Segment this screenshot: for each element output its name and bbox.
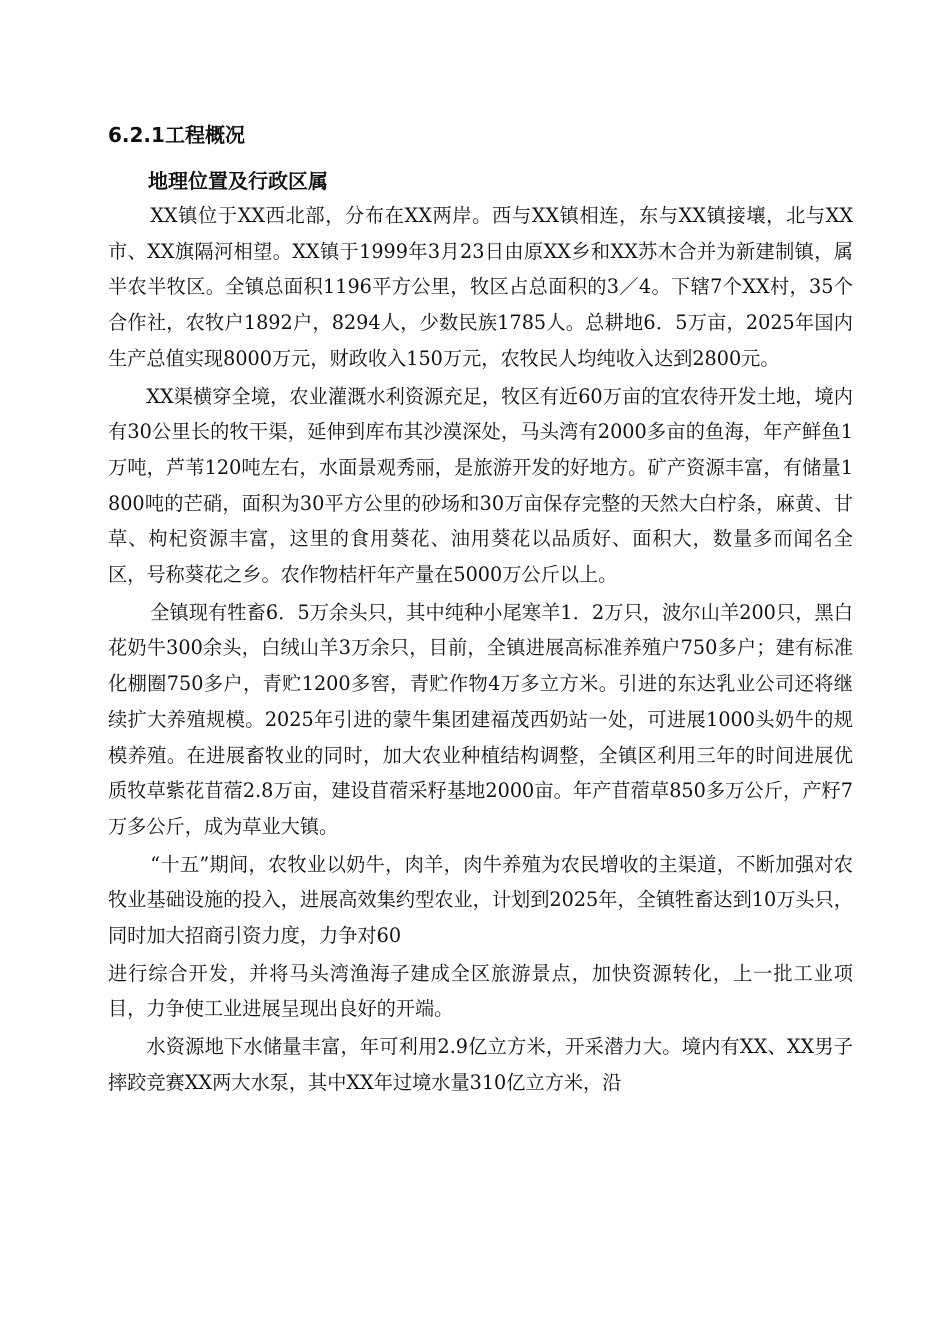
paragraph-development: 进行综合开发，并将马头湾渔海子建成全区旅游景点，加快资源转化，上一批工业项目，力争使工业进展呈现出良好的开端。 <box>108 961 853 1021</box>
paragraph-water-resources: 水资源地下水储量丰富，年可利用2.9亿立方米，开采潜力大。境内有XX、XX男子摔跤竞赛XX两大水泵，其中XX年过境水量310亿立方米，沿 <box>108 1035 853 1094</box>
paragraph-resources: XX渠横穿全境，农业灌溉水利资源充足，牧区有近60万亩的宜农待开发土地，境内有30公里长的牧干渠，延伸到库布其沙漠深处，马头湾有2000多亩的鱼海，年产鲜鱼1万吨，芦苇120吨左右，水面景观秀丽，是旅游开发的好地方。矿产资源丰富，有储量1800吨的芒硝，面积为30平方公里的砂场和30万亩保存完整的天然大白柠条，麻黄、甘草、枸杞资源丰富，这里的食用葵花、油用葵花以品质好、面积大，数量多而闻名全区，号称葵花之乡。农作物桔杆年产量在5000万公斤以上。 <box>108 384 853 587</box>
paragraph-livestock: 全镇现有牲畜6．5万余头只，其中纯种小尾寒羊1．2万只，波尔山羊200只，黑白花奶牛300余头，白绒山羊3万余只，目前，全镇进展高标准养殖户750多户；建有标准化棚圈750多户，青贮1200多窖，青贮作物4万多立方米。引进的东达乳业公司还将继续扩大养殖规模。2025年引进的蒙牛集团建福茂西奶站一处，可进展1000头奶牛的规模养殖。在进展畜牧业的同时，加大农业种植结构调整，全镇区利用三年的时间进展优质牧草紫花苜蓿2.8万亩，建设苜蓿采籽基地2000亩。年产苜蓿草850多万公斤，产籽7万多公斤，成为草业大镇。 <box>108 600 853 838</box>
document-page <box>108 118 853 1101</box>
paragraph-five-year-plan: “十五”期间，农牧业以奶牛，肉羊，肉牛养殖为农民增收的主渠道，不断加强对农牧业基础设施的投入，进展高效集约型农业，计划到2025年，全镇牲畜达到10万头只，同时加大招商引资力度，力争对60 <box>108 852 853 948</box>
subheading: 地理位置及行政区属 <box>148 169 328 193</box>
paragraph-location: XX镇位于XX西北部，分布在XX两岸。西与XX镇相连，东与XX镇接壤，北与XX市、XX旗隔河相望。XX镇于1999年3月23日由原XX乡和XX苏木合并为新建制镇，属半农半牧区。全镇总面积1196平方公里，牧区占总面积的3／4。下辖7个XX村，35个合作社，农牧户1892户，8294人，少数民族1785人。总耕地6．5万亩，2025年国内生产总值实现8000万元，财政收入150万元，农牧民人均纯收入达到2800元。 <box>108 204 853 370</box>
section-heading: 6.2.1工程概况 <box>108 123 245 147</box>
